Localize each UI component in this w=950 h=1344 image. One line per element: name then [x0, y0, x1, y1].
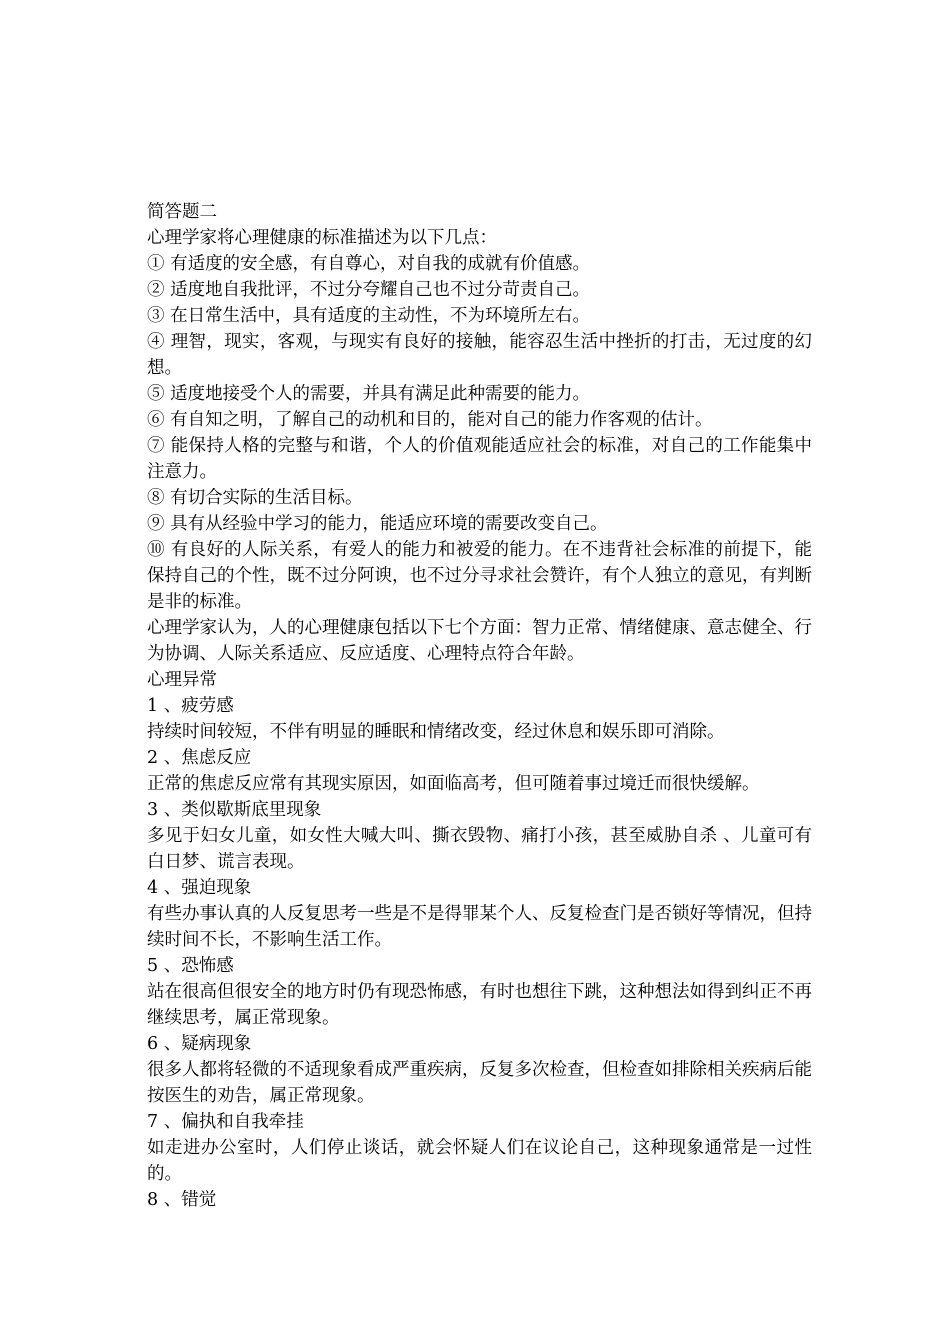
standard-item-6: ⑥ 有自知之明，了解自己的动机和目的，能对自己的能力作客观的估计。 — [147, 410, 713, 430]
document-body — [147, 199, 812, 1213]
intro-paragraph: 心理学家将心理健康的标准描述为以下几点： — [147, 228, 497, 248]
standard-item-1: ① 有适度的安全感，有自尊心，对自我的成就有价值感。 — [147, 254, 591, 274]
abnormal-item-text: 如走进办公室时，人们停止谈话，就会怀疑人们在议论自己，这种现象通常是一过性的。 — [147, 1138, 812, 1184]
abnormal-item-heading: 2 、焦虑反应 — [147, 748, 252, 768]
standard-item-8: ⑧ 有切合实际的生活目标。 — [147, 488, 363, 508]
standard-item-5: ⑤ 适度地接受个人的需要，并具有满足此种需要的能力。 — [147, 384, 591, 404]
document-title: 简答题二 — [147, 202, 217, 222]
abnormal-item-heading: 7 、偏执和自我牵挂 — [147, 1112, 304, 1132]
abnormal-item-heading: 1 、疲劳感 — [147, 696, 234, 716]
abnormal-item-heading: 3 、类似歇斯底里现象 — [147, 800, 322, 820]
abnormal-item-heading: 8 、错觉 — [147, 1190, 217, 1210]
abnormal-item-heading: 6 、疑病现象 — [147, 1034, 252, 1054]
abnormal-item-text: 多见于妇女儿童，如女性大喊大叫、撕衣毁物、痛打小孩，甚至威胁自杀 、儿童可有白日梦、谎言表现。 — [147, 826, 812, 872]
standard-item-9: ⑨ 具有从经验中学习的能力，能适应环境的需要改变自己。 — [147, 514, 608, 534]
abnormal-item-text: 有些办事认真的人反复思考一些是不是得罪某个人、反复检查门是否锁好等情况，但持续时间不长，不影响生活工作。 — [147, 904, 812, 950]
abnormal-item-text: 正常的焦虑反应常有其现实原因，如面临高考，但可随着事过境迁而很快缓解。 — [147, 774, 760, 794]
standard-item-2: ② 适度地自我批评，不过分夸耀自己也不过分苛责自己。 — [147, 280, 591, 300]
standard-item-3: ③ 在日常生活中，具有适度的主动性，不为环境所左右。 — [147, 306, 591, 326]
standard-item-7: ⑦ 能保持人格的完整与和谐，个人的价值观能适应社会的标准，对自己的工作能集中注意力。 — [147, 436, 812, 482]
abnormal-item-heading: 4 、强迫现象 — [147, 878, 252, 898]
standard-item-10: ⑩ 有良好的人际关系，有爱人的能力和被爱的能力。在不违背社会标准的前提下，能保持自己的个性，既不过分阿谀，也不过分寻求社会赞许，有个人独立的意见，有判断是非的标准。 — [147, 540, 812, 612]
seven-aspects-paragraph: 心理学家认为，人的心理健康包括以下七个方面：智力正常、情绪健康、意志健全、行为协调、人际关系适应、反应适度、心理特点符合年龄。 — [147, 618, 812, 664]
abnormal-item-text: 站在很高但很安全的地方时仍有现恐怖感，有时也想往下跳，这种想法如得到纠正不再继续思考，属正常现象。 — [147, 982, 812, 1028]
abnormal-item-text: 持续时间较短，不伴有明显的睡眠和情绪改变，经过休息和娱乐即可消除。 — [147, 722, 725, 742]
abnormal-item-heading: 5 、恐怖感 — [147, 956, 234, 976]
section-heading-abnormal: 心理异常 — [147, 670, 217, 690]
abnormal-item-text: 很多人都将轻微的不适现象看成严重疾病，反复多次检查，但检查如排除相关疾病后能按医生的劝告，属正常现象。 — [147, 1060, 812, 1106]
standard-item-4: ④ 理智，现实，客观，与现实有良好的接触，能容忍生活中挫折的打击，无过度的幻想。 — [147, 332, 812, 378]
